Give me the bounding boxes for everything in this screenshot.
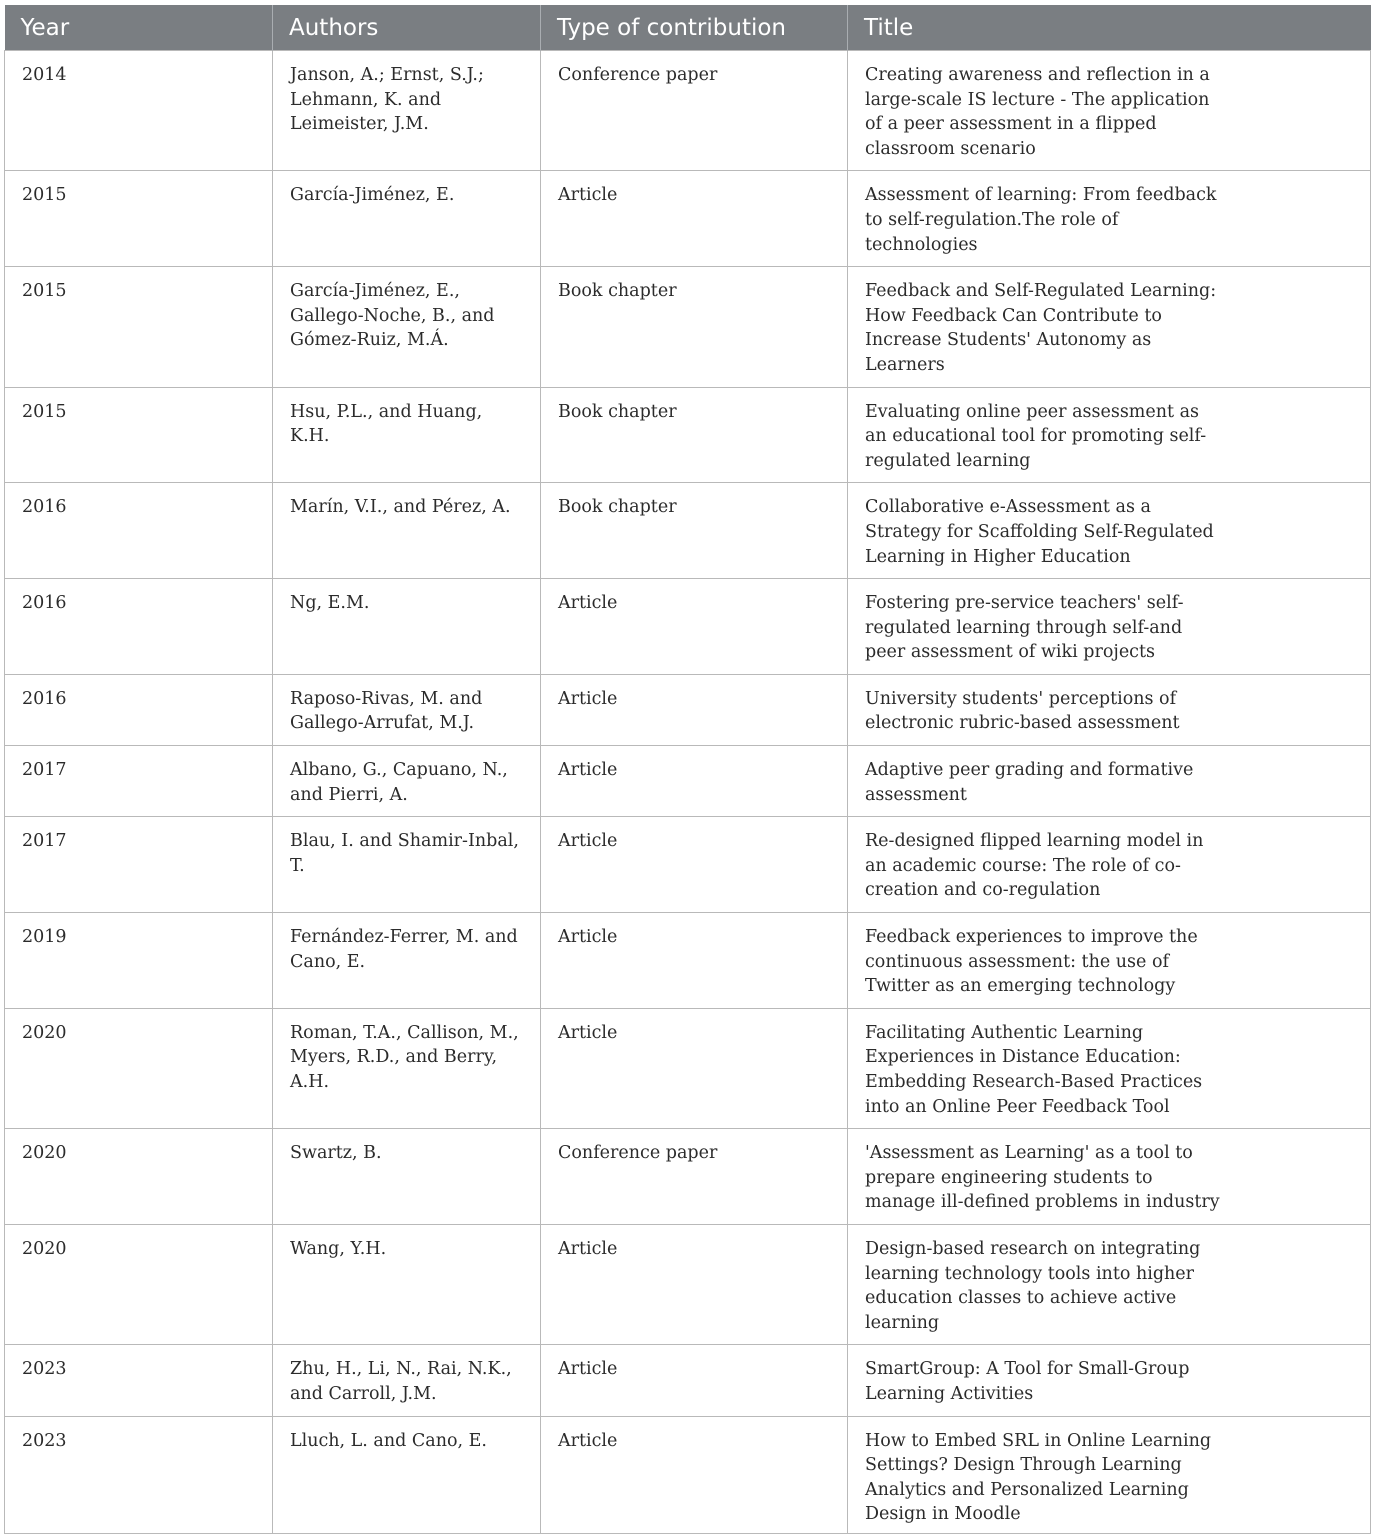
table-row: [5, 1008, 1371, 1128]
table-row: [5, 817, 1371, 913]
year-cell: 2023: [5, 1416, 273, 1533]
type-cell: Article: [541, 817, 848, 913]
type-cell: Article: [541, 1416, 848, 1533]
year-cell: 2014: [5, 51, 273, 171]
authors-cell: Fernández-Ferrer, M. and Cano, E.: [273, 913, 541, 1009]
title-cell: SmartGroup: A Tool for Small-Group Learning Activities: [848, 1345, 1371, 1416]
table-row: [5, 1224, 1371, 1344]
year-cell: 2019: [5, 913, 273, 1009]
type-cell: Article: [541, 1345, 848, 1416]
type-cell: Book chapter: [541, 483, 848, 579]
year-cell: 2016: [5, 579, 273, 675]
publications-table: [4, 5, 1371, 1534]
authors-cell: Marín, V.I., and Pérez, A.: [273, 483, 541, 579]
year-cell: 2015: [5, 387, 273, 483]
authors-cell: Wang, Y.H.: [273, 1224, 541, 1344]
year-cell: 2020: [5, 1008, 273, 1128]
year-cell: 2015: [5, 267, 273, 387]
header-year: Year: [5, 5, 273, 51]
year-cell: 2020: [5, 1129, 273, 1225]
title-cell: 'Assessment as Learning' as a tool to prepare engineering students to manage ill-defined problems in industry: [848, 1129, 1371, 1225]
type-cell: Article: [541, 674, 848, 745]
table-row: [5, 483, 1371, 579]
year-cell: 2023: [5, 1345, 273, 1416]
table-row: [5, 267, 1371, 387]
table-row: [5, 913, 1371, 1009]
authors-cell: García-Jiménez, E.: [273, 171, 541, 267]
table-row: [5, 51, 1371, 171]
authors-cell: Janson, A.; Ernst, S.J.; Lehmann, K. and Leimeister, J.M.: [273, 51, 541, 171]
publications-table-container: [4, 5, 1370, 1534]
authors-cell: Blau, I. and Shamir-Inbal, T.: [273, 817, 541, 913]
title-cell: Evaluating online peer assessment as an educational tool for promoting self-regulated learning: [848, 387, 1371, 483]
table-row: [5, 171, 1371, 267]
type-cell: Article: [541, 913, 848, 1009]
table-body: [5, 51, 1371, 1534]
header-title: Title: [848, 5, 1371, 51]
table-row: [5, 674, 1371, 745]
title-cell: How to Embed SRL in Online Learning Settings? Design Through Learning Analytics and Personalized Learning Design in Moodle: [848, 1416, 1371, 1533]
authors-cell: Albano, G., Capuano, N., and Pierri, A.: [273, 746, 541, 817]
authors-cell: Zhu, H., Li, N., Rai, N.K., and Carroll, J.M.: [273, 1345, 541, 1416]
title-cell: University students' perceptions of electronic rubric-based assessment: [848, 674, 1371, 745]
table-row: [5, 746, 1371, 817]
table-row: [5, 1416, 1371, 1533]
type-cell: Book chapter: [541, 267, 848, 387]
year-cell: 2015: [5, 171, 273, 267]
type-cell: Conference paper: [541, 51, 848, 171]
type-cell: Article: [541, 1224, 848, 1344]
type-cell: Conference paper: [541, 1129, 848, 1225]
title-cell: Re-designed flipped learning model in an academic course: The role of co-creation and co-regulation: [848, 817, 1371, 913]
type-cell: Article: [541, 171, 848, 267]
authors-cell: García-Jiménez, E., Gallego-Noche, B., and Gómez-Ruiz, M.Á.: [273, 267, 541, 387]
authors-cell: Ng, E.M.: [273, 579, 541, 675]
authors-cell: Raposo-Rivas, M. and Gallego-Arrufat, M.J.: [273, 674, 541, 745]
type-cell: Article: [541, 1008, 848, 1128]
title-cell: Feedback experiences to improve the continuous assessment: the use of Twitter as an emerging technology: [848, 913, 1371, 1009]
header-row: [5, 5, 1371, 51]
table-row: [5, 1345, 1371, 1416]
authors-cell: Roman, T.A., Callison, M., Myers, R.D., and Berry, A.H.: [273, 1008, 541, 1128]
title-cell: Assessment of learning: From feedback to self-regulation.The role of technologies: [848, 171, 1371, 267]
year-cell: 2017: [5, 746, 273, 817]
title-cell: Collaborative e-Assessment as a Strategy for Scaffolding Self-Regulated Learning in Higher Education: [848, 483, 1371, 579]
authors-cell: Swartz, B.: [273, 1129, 541, 1225]
type-cell: Article: [541, 746, 848, 817]
year-cell: 2020: [5, 1224, 273, 1344]
title-cell: Facilitating Authentic Learning Experiences in Distance Education: Embedding Research-Based Practices into an Online Peer Feedback Tool: [848, 1008, 1371, 1128]
year-cell: 2017: [5, 817, 273, 913]
table-row: [5, 1129, 1371, 1225]
authors-cell: Lluch, L. and Cano, E.: [273, 1416, 541, 1533]
table-header: [5, 5, 1371, 51]
table-row: [5, 387, 1371, 483]
table-row: [5, 579, 1371, 675]
year-cell: 2016: [5, 483, 273, 579]
title-cell: Fostering pre-service teachers' self-regulated learning through self-and peer assessment of wiki projects: [848, 579, 1371, 675]
authors-cell: Hsu, P.L., and Huang, K.H.: [273, 387, 541, 483]
title-cell: Adaptive peer grading and formative assessment: [848, 746, 1371, 817]
type-cell: Article: [541, 579, 848, 675]
title-cell: Feedback and Self-Regulated Learning: How Feedback Can Contribute to Increase Students' Autonomy as Learners: [848, 267, 1371, 387]
header-authors: Authors: [273, 5, 541, 51]
title-cell: Creating awareness and reflection in a large-scale IS lecture - The application of a peer assessment in a flipped classroom scenario: [848, 51, 1371, 171]
header-type: Type of contribution: [541, 5, 848, 51]
year-cell: 2016: [5, 674, 273, 745]
type-cell: Book chapter: [541, 387, 848, 483]
title-cell: Design-based research on integrating learning technology tools into higher education classes to achieve active learning: [848, 1224, 1371, 1344]
